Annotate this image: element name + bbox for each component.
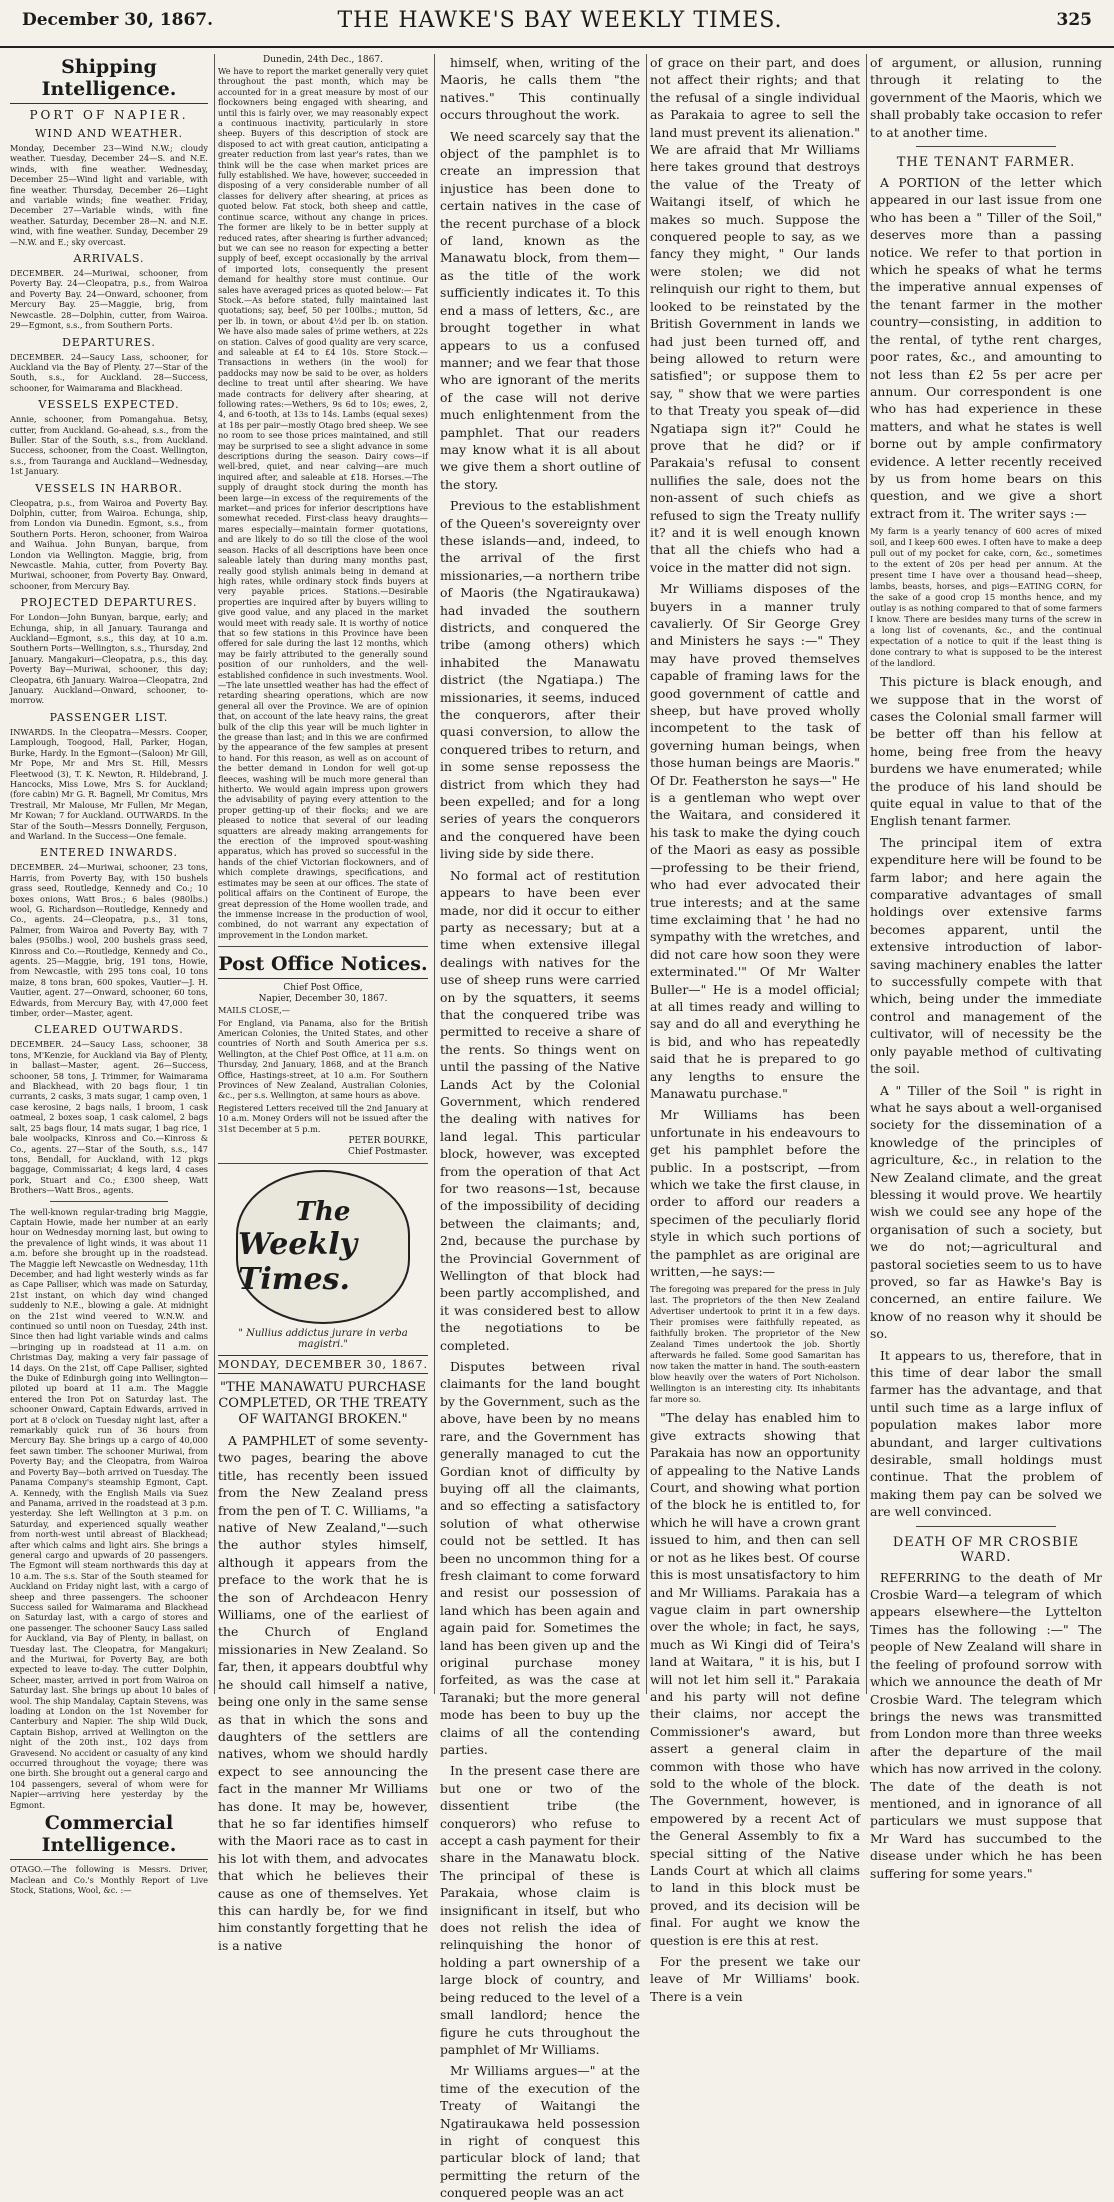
- article-p12: For the present we take our leave of Mr Williams' book. There is a vein: [650, 1954, 860, 2004]
- article-p10: Mr Williams has been unfortunate in his endeavours to get his pamphlet before the public. In a postscript, —from which we take the first clause, in order to afford our readers a specimen of the peculiarly florid style in which such portions of the pamphlet as are original are written,—he says:—: [650, 1107, 860, 1280]
- article-text-col2: A PAMPHLET of some seventy-two pages, bearing the above title, has recently been issued from the New Zealand press from the pen of T. C. Williams, "a native of New Zealand,"—such the author styles himself, although it appears from the preface to the work that he is the son of Archdeacon Henry Williams, one of the earliest of the Church of England missionaries in New Zealand. So far, then, it appears doubtful why he should call himself a native, being one only in the same sense as that in which the sons and daughters of the settlers are natives, whom we should hardly expect to see announcing the fact in the manner Mr Williams has done. It may be, however, that he so far identifies himself with the Maori race as to cast in his lot with them, and advocates that which he believes their cause as one of themselves. Yet this can hardly be, for we find him constantly forgetting that he is a native: [218, 1433, 428, 1953]
- tenant-p2: This picture is black enough, and we suppose that in the worst of cases the Colonial small farmer will be better off than his fellow at home, being free from the heavy burdens we have enumerated; while the produce of his land should be quite equal in value to that of the English tenant farmer.: [870, 674, 1102, 829]
- arrivals-heading: ARRIVALS.: [73, 252, 145, 266]
- passenger-heading: PASSENGER LIST.: [49, 710, 169, 724]
- projected-text: For London—John Bunyan, barque, early; and Echunga, ship, in all January. Tauranga and Auckland—Egmont, s.s., this day, at 10 a.m. Southern Ports—Wellington, s.s., Thursday, 2nd January. Mangakuri—Cleopatra, p.s., this day. Poverty Bay—Muriwai, schooner, this day; Cleopatra, 6th January. Wairoa—Cleopatra, 2nd January. Auckland—Onward, schooner, to-morrow.: [10, 612, 208, 706]
- departures-heading: DEPARTURES.: [62, 335, 156, 349]
- article-p6: In the present case there are but one or two of the dissentient tribe (the conquerors) who refuse to accept a cash payment for their share in the Manawatu block. The principal of these is Parakaia, whose claim is insignificant in itself, but who does not relish the idea of relinquishing the honor of holding a part ownership of a large block of country, and being reduced to the level of a small landlord; hence the figure he cuts throughout the pamphlet of Mr Williams.: [440, 1763, 640, 2057]
- column-article-1: [440, 54, 647, 2201]
- port-heading: PORT OF NAPIER.: [29, 108, 189, 122]
- mails-text: For England, via Panama, also for the British American Colonies, the United States, and other countries of North and South America per s.s. Wellington, at the Chief Post Office, at 11 a.m. on Thursday, 2nd January, 1868, and at the Branch Office, Hastings-street, at 10 a.m. For Southern Provinces of New Zealand, Australian Colonies, &c., per s.s. Wellington, at same hours as above.: [218, 1017, 428, 1101]
- article-p8: of grace on their part, and does not affect their rights; and that the refusal of a single individual as Parakaia to agree to sell the land must prevent its alienation." We are afraid that Mr Williams here takes ground that destroys the value of the Treaty of Waitangi itself, of which he makes so much. Suppose the conquered people to say, as we fancy they might, " Our lands were stolen; we did not relinquish our right to them, but looked to be reinstated by the British Government in lands we had just been turned off, and being allowed to return were satisfied"; or suppose them to say, " show that we were parties to that Treaty you speak of—did Ngatiapa sign it?" Could he prove that he did? or if Parakaia's refusal to consent nullifies the sale, does not the non-assent of such chiefs as refused to sign the Treaty nullify it? and it is well enough known that all the chiefs who had a voice in the matter did not sign.: [650, 55, 860, 575]
- article-p5: Disputes between rival claimants for the land bought by the Government, such as the above, have been by no means rare, and the Government has generally managed to cut the Gordian knot of difficulty by buying off all the claimants, and so effecting a satisfactory solution of what otherwise could not be settled. It has been no uncommon thing for a fresh claimant to come forward and resist our possession of land which has been again and again paid for. Sometimes the land has been given up and the original purchase money forfeited, as was the case at Taranaki; but the more general mode has been to buy up the claims of all the contending parties.: [440, 1359, 640, 1757]
- harbour-text: Cleopatra, p.s., from Wairoa and Poverty Bay. Dolphin, cutter, from Wairoa. Echunga, ship, from London via Dunedin. Egmont, s.s., from Southern Ports. Heron, schooner, from Wairoa and Waihua. John Bunyan, barque, from London via Wellington. Maggie, brig, from Newcastle. Mahia, cutter, from Poverty Bay. Muriwai, schooner, from Poverty Bay. Onward, schooner, from Mercury Bay.: [10, 497, 208, 591]
- article-p2: We need scarcely say that the object of the pamphlet is to create an impression that injustice has been done to certain natives in the case of the recent purchase of a block of land, known as the Manawatu block, from them—as the title of the work sufficiently indicates it. To this end a mass of letters, &c., are brought together in what appears to us a confused manner; and we fear that those who are ignorant of the merits of the case will not derive much enlightenment from the pamphlet. That our readers may know what it is all about we give them a short outline of the story.: [440, 128, 640, 492]
- cleared-text: DECEMBER. 24—Saucy Lass, schooner, 38 tons, M'Kenzie, for Auckland via Bay of Plenty, in ballast—Master, agent. 26—Success, schooner, 58 tons, J. Trimmer, for Waimarama and Blackhead, with 20 bags flour, 1 tin currants, 2 casks, 3 mats sugar, 1 camp oven, 1 case kerosine, 2 bags nails, 1 broom, 1 cask oatmeal, 2 boxes soap, 1 cask calomel, 2 bags salt, 25 bags flour, 14 mats sugar, 1 bag rice, 1 bale woolpacks, Kinross and Co.—Kinross & Co., agents. 27—Star of the South, s.s., 147 tons, Bendall, for Auckland, with 12 pkgs baggage, Commissariat; 4 kegs lard, 4 cases pork, Stuart and Co.; £300 sheep, Watt Brothers—Watt Bros., agents.: [10, 1039, 208, 1196]
- tenant-quote: My farm is a yearly tenancy of 600 acres of mixed soil, and I keep 600 ewes. I often have to make a deep pull out of my pocket for cake, corn, &c., sometimes to the extent of 20s per head per annum. At the present time I have over a thousand head—sheep, lambs, beasts, horses, and pigs—EATING CORN, for the sake of a good crop 15 months hence, and my outlay is as nothing compared to that of some farmers I know. There are besides many turns of the screw in a long list of covenants, &c., and the continual expectation of a notice to quit if the least thing is done contrary to what is supposed to be the interest of the landlord.: [870, 526, 1102, 669]
- tenant-p1: A PORTION of the letter which appeared in our last issue from one who has been a " Tiller of the Soil," deserves more than a passing notice. We refer to that portion in which he speaks of what he terms the imperative annual expenses of the tenant farmer in the mother country—consisting, in addition to the rental, of tythe rent charges, poor rates, &c., and amounting to not less than £2 5s per acre per annum. Our correspondent is one who has had experience in these matters, and what he states is well borne out by ample confirmatory evidence. A letter recently received by us from home bears on this question, and we give a short extract from it. The writer says :—: [870, 175, 1102, 521]
- arrivals-text: DECEMBER. 24—Muriwai, schooner, from Poverty Bay. 24—Cleopatra, p.s., from Wairoa and Poverty Bay. 24—Onward, schooner, from Mercury Bay. 25—Maggie, brig, from Newcastle. 28—Dolphin, cutter, from Wairoa. 29—Egmont, s.s., from Southern Ports.: [10, 268, 208, 331]
- editorial-date: MONDAY, DECEMBER 30, 1867.: [218, 1355, 428, 1374]
- article-p4: No formal act of restitution appears to have been ever made, nor did it occur to either party as necessary; but at a time when extensive illegal dealings with natives for the use of sheep runs were carried on by the squatters, it seems that the conquered tribe was permitted to receive a share of the rents. So things went on until the passing of the Native Lands Act by the Colonial Government, which rendered the dealing with natives for land legal. This particular block, however, was excepted from the operation of that Act for two reasons—1st, because of the impossibility of deciding between the claimants; and, 2nd, because the purchase by the Provincial Government of Wellington of that block had been partly accomplished, and it was considered best to allow the negotiations to be completed.: [440, 867, 640, 1353]
- registered-text: Registered Letters received till the 2nd January at 10 a.m. Money Orders will not be issued after the 31st December at 5 p.m.: [218, 1102, 428, 1134]
- expected-text: Annie, schooner, from Pomangahua. Betsy, cutter, from Auckland. Go-ahead, s.s., from the Buller. Star of the South, s.s., from Auckland. Success, schooner, from the Coast. Wellington, s.s., from Tauranga and Auckland—Wednesday, 1st January.: [10, 414, 208, 477]
- motto: " Nullius addictus jurare in verba magistri.": [238, 1328, 408, 1350]
- page-number: 325: [1056, 10, 1092, 30]
- entered-heading: ENTERED INWARDS.: [39, 846, 179, 860]
- article-title: "THE MANAWATU PURCHASE COMPLETED, OR THE TREATY OF WAITANGI BROKEN.": [218, 1380, 428, 1427]
- column-tenant-farmer: [870, 54, 1102, 1881]
- article-p1: himself, when, writing of the Maoris, he calls them "the natives." This continually occurs throughout the work.: [440, 55, 640, 123]
- weather-text: Monday, December 23—Wind N.W.; cloudy weather. Tuesday, December 24—S. and N.E. winds, with fine weather. Wednesday, December 25—Wind light and variable, with fine weather. Thursday, December 26—Light and variable winds; fine weather. Friday, December 27—Variable winds, with fine weather. Saturday, December 28—N. and N.E. wind, with fine weather. Sunday, December 29—N.W. and E.; sky overcast.: [10, 143, 208, 247]
- projected-heading: PROJECTED DEPARTURES.: [20, 596, 198, 610]
- entered-text: DECEMBER. 24—Muriwai, schooner, 23 tons, Harris, from Poverty Bay, with 150 bushels grass seed, Routledge, Kennedy and Co.; 10 boxes onions, Watt Bros.; 6 bales (980lbs.) wool, G. Richardson—Routledge, Kennedy and Co., agents. 24—Cleopatra, p.s., 31 tons, Palmer, from Wairoa and Poverty Bay, with 7 bales (950lbs.) wool, 200 bushels grass seed, Kinross and Co.—Routledge, Kennedy and Co., agents. 25—Maggie, brig, 191 tons, Howie, from Newcastle, with 295 tons coal, 10 tons maize, 8 tons bran, 600 spokes, Vautier—J. H. Vautier, agent. 27—Onward, schooner, 60 tons, Edwards, from Mercury Bay, with 47,000 feet timber, order—Master, agent.: [10, 862, 208, 1019]
- column-shipping: [10, 54, 215, 1895]
- commercial-lead: OTAGO.—The following is Messrs. Driver, Maclean and Co.'s Monthly Report of Live Stock, Stations, Wool, &c. :—: [10, 1864, 208, 1895]
- article-p3: Previous to the establishment of the Queen's sovereignty over these islands—and, indeed, to the arrival of the first missionaries,—a northern tribe of Maoris (the Ngatiraukawa) had invaded the southern districts, and conquered the tribe (among others) which inhabited the Manawatu district (the Ngatiapa.) The missionaries, it seems, induced the conquerors, after their quasi conversion, to allow the conquered tribes to return, and in some sense repossess the district from which they had been expelled; and for a long series of years the conquerors and the conquered have been living side by side there.: [440, 498, 640, 862]
- emblem-title: Weekly Times.: [238, 1227, 358, 1297]
- tenant-p3: The principal item of extra expenditure here will be found to be farm labor; and here again the comparative advantages of small holdings over extensive farms becomes apparent, until the extensive introduction of labor-saving machinery enables the latter to successfully compete with that which, being under the immediate control and management of the cultivator, will of necessity be the only payable method of cultivating the soil.: [870, 834, 1102, 1077]
- cleared-heading: CLEARED OUTWARDS.: [34, 1023, 184, 1037]
- column-market-post: [218, 54, 435, 1953]
- weather-heading: WIND AND WEATHER.: [35, 127, 183, 140]
- article-p13: of argument, or allusion, running through it relating to the government of the Maoris, which we shall probably take occasion to refer to at another time.: [870, 55, 1102, 140]
- expected-heading: VESSELS EXPECTED.: [38, 398, 180, 412]
- masthead: [0, 0, 1114, 48]
- departures-text: DECEMBER. 24—Saucy Lass, schooner, for Auckland via the Bay of Plenty. 27—Star of the South, s.s., for Auckland. 28—Success, schooner, for Waimarama and Blackhead.: [10, 351, 208, 393]
- market-dateline: Dunedin, 24th Dec., 1867.: [263, 55, 383, 65]
- death-text: REFERRING to the death of Mr Crosbie Ward—a telegram of which appears elsewhere—the Lyttelton Times has the following :—" The people of New Zealand will share in the feeling of profound sorrow with which we announce the death of Mr Crosbie Ward. The telegram which brings the news was transmitted from London more than three weeks after the departure of the mail which has now arrived in the colony. The date of the death is not mentioned, and in ignorance of all particulars we must suppose that Mr Ward has succumbed to the disease under which he has been suffering for some years.": [870, 1569, 1102, 1881]
- tenant-p5: It appears to us, therefore, that in this time of dear labor the small farmer has the advantage, and that until such time as a large influx of population makes labor more abundant, and larger cultivations desirable, small holdings must continue. That the problem of making them pay can be solved we are well convinced.: [870, 1347, 1102, 1520]
- emblem-the: The: [295, 1197, 351, 1227]
- article-p9: Mr Williams disposes of the buyers in a manner truly cavalierly. Of Sir George Grey and Ministers he says :—" They may have proved themselves capable of framing laws for the good government of cattle and sheep, but have proved wholly incompetent to the task of governing human beings, when those human beings are Maoris." Of Dr. Featherston he says—" He is a gentleman who wept over the Waitara, and considered it his task to make the dying couch of the Maori as easy as possible—professing to be their friend, who had ever advocated their true interests; and at the same time exclaiming that ' he had no sympathy with the wretches, and did not care how soon they were exterminated.'" Of Mr Walter Buller—" He is a model official; at all times ready and willing to say and do all and everything he is bid, and who has repeatedly said that he is prepared to go any lengths to ensure the Manawatu purchase.": [650, 581, 860, 1101]
- market-report: We have to report the market generally very quiet throughout the past month, which may be accounted for in a great measure by most of our flockowners being engaged with shearing, and until this is fairly over, we may reasonably expect a continuous inactivity, particularly in store sheep. Buyers of this description of stock are disposed to act with great caution, anticipating a greater reduction from last year's rates, than we think will be the case when market prices are fully established. We have, however, succeeded in disposing of a very considerable number of all classes for delivery after shearing, at prices as quoted below. Fat stock, both sheep and cattle, continue scarce, without any change in prices. The former are likely to be in better supply at reduced rates, after shearing is further advanced; but we can see no reason for expecting a better supply of beef, except occasionally by the arrival of imported lots, consequently the present demand for healthy store must continue. Our sales have averaged prices as quoted below:— Fat Stock.—As before stated, fully maintained last quotations; say, beef, 50 per 100lbs.; mutton, 5d per lb. in town, or about 4½d per lb. on station. We have also made sales of prime wethers, at 22s on station. Calves of good quality are very scarce, and saleable at £4 to £4 10s. Store Stock.—Transactions in wethers (in the wool) for paddocks may now be said to be over, as holders decline to treat until after shearing. We have made contracts for delivery after shearing, at following rates:—Wethers, 9s 6d to 10s; ewes, 2, 4, and 6-tooth, at 13s to 14s. Lambs (equal sexes) at 18s per pair—mostly Otago bred sheep. We see no room to see those prices maintained, and still may be surprised to see a slight advance in some descriptions during the season. Dairy cows—if well-bred, quiet, and near calving—are much inquired after, and saleable at £18. Horses.—The supply of draught stock during the month has been large—in excess of the requirements of the market—and prices for inferior descriptions have somewhat receded. First-class heavy draughts—mares especially—maintain former quotations, and are likely to do so till the close of the wool season. Hacks of all descriptions have been once saleable lately than during many months past, really good stylish animals being in demand at high rates, while ordinary stock finds buyers at very payable prices. Stations.—Desirable properties are inquired after by buyers willing to give good value, and any placed in the market would meet with ready sale. It is worthy of notice that so few stations in this Province have been offered for sale during the last 12 months, which may be fairly attributed to the generally sound position of our runholders, and the well-established confidence in such investments. Wool.—The late unsettled weather has had the effect of retarding shearing operations, which are now general all over the Province. We are of opinion that, on account of the late heavy rains, the great bulk of the clip this year will be much lighter in the grease than last; and in this we are confirmed by the appearance of the few samples at present to hand. For this reason, as well as on account of the better demand in London for well got-up fleeces, washing will be much more general than hitherto. We would again impress upon growers the advisability of paying every attention to the proper getting-up of their flocks; and we are pleased to notice that several of our leading squatters are already making arrangements for the erection of the improved spout-washing apparatus, which has proved so successful in the hands of the chief Victorian flockowners, and of which complete drawings, specifications, and estimates may be seen at our offices. The state of political affairs on the Continent of Europe, the great depression of the Home woollen trade, and the immense increase in the production of wool, combined, do not warrant any expectation of improvement in the London market.: [218, 66, 428, 940]
- weekly-times-emblem: [236, 1170, 410, 1324]
- article-p7: Mr Williams argues—" at the time of the execution of the Treaty of Waitangi the Ngatiraukawa held possession in right of conquest this particular block of land; that permitting the return of the conquered people was an act: [440, 2063, 640, 2201]
- newspaper-title: THE HAWKE'S BAY WEEKLY TIMES.: [337, 8, 783, 33]
- article-p11: "The delay has enabled him to give extracts showing that Parakaia has now an opportunity of appealing to the Native Lands Court, and showing what portion of the block he is entitled to, for which he will have a crown grant issued to him, and then can sell or not as he likes best. Of course this is most unsatisfactory to him and Mr Williams. Parakaia has a vague claim in part ownership over the whole; in fact, he says, much as Wi Kingi did of Teira's land at Waitara, " it is his, but I will not let him sell it." Parakaia and his party will not define their claims, nor accept the Commissioner's award, but assert a general claim in common with those who have sold to the whole of the block. The Government, however, is empowered by a recent Act of the General Assembly to fix a special sitting of the Native Lands Court at which all claims to land in this block must be proved, and its decision will be final. For aught we know the question is ere this at rest.: [650, 1410, 860, 1948]
- shipping-news: The well-known regular-trading brig Maggie, Captain Howie, made her number at an early hour on Wednesday morning last, but owing to the prevalence of light winds, it was about 11 a.m. before she brought up in the roadstead. The Maggie left Newcastle on Wednesday, 11th December, and had light westerly winds as far as Cape Palliser, which was made on Saturday, 21st instant, on which day wind changed suddenly to N.E., blowing a gale. At midnight on the 21st wind veered to W.N.W. and continued so until noon on Tuesday, 24th inst. Since then had light variable winds and calms—bringing up in roadstead at 11 a.m. on Christmas Day, making a very fair passage of 14 days. On the 21st, off Cape Palliser, sighted the Duke of Edinburgh going into Wellington—piloted up board at 11 a.m. The Maggie entered the Iron Pot on Saturday last. The schooner Onward, Captain Edwards, arrived in port at 8 o'clock on Tuesday night last, after a remarkably quick run of 36 hours from Mercury Bay. She brings up a cargo of 40,000 feet sawn timber. The schooner Muriwai, from Poverty Bay; and the Cleopatra, from Wairoa and Poverty Bay—both arrived on Tuesday. The Panama Company's steamship Egmont, Capt. A. Kennedy, with the English Mails via Suez and Panama, arrived in the roadstead at 3 p.m. yesterday. She left Wellington at 3 p.m. on Saturday, and experienced squally weather from north-west until abreast of Blackhead; after which calms and light airs. She brings a general cargo and upwards of 20 passengers. The Egmont will steam northwards this day at 10 a.m. The s.s. Star of the South steamed for Auckland on Friday night last, with a cargo of sheep and three passengers. The schooner Success sailed for Waimarama and Blackhead on Saturday last, with a cargo of stores and one passenger. The schooner Saucy Lass sailed for Auckland, via Bay of Plenty, in ballast, on Tuesday last. The Cleopatra, for Mangakuri; and the Muriwai, for Poverty Bay, are both expected to leave to-day. The cutter Dolphin, Scheer, master, arrived in port from Wairoa on Saturday last. She brings up about 10 bales of wool. The ship Mandalay, Captain Stevens, was loading at London on the 1st November for Canterbury and Napier. The ship Wild Duck, Captain Bishop, arrived at Wellington on the night of the 20th inst., 102 days from Gravesend. No accident or casualty of any kind occurred throughout the voyage; there was one birth. She brought out a general cargo and 104 passengers, several of whom were for Napier—arriving here yesterday by the Egmont.: [10, 1206, 208, 1810]
- column-article-2: [650, 54, 867, 2004]
- passenger-text: INWARDS. In the Cleopatra—Messrs. Cooper, Lamplough, Toogood, Hall, Parker, Hogan, Burke, Hardy. In the Egmont—(Saloon) Mr Gill, Mr Pope, Mr and Mrs St. Hill, Messrs Fleetwood (3), T. K. Newton, R. Hildebrand, J. Hancocks, Miss Lowe, Mrs S. for Auckland; (fore cabin) Mr G. R. Bagnell, Mr Comitus, Mrs Trestrail, Mr Malouse, Mr Fullen, Mr Megan, Mr Kowan; 7 for Auckland. OUTWARDS. In the Star of the South—Messrs Donnelly, Ferguson, and Warland. In the Success—One female.: [10, 726, 208, 841]
- post-office-heading: Post Office Notices.: [218, 953, 428, 979]
- article-quote: The foregoing was prepared for the press in July last. The proprietors of the then New Zealand Advertiser undertook to print it in a few days. Their promises were faithfully repeated, as faithfully broken. The proprietor of the New Zealand Times undertook the job. Shortly afterwards he failed. Some good Samaritan has now taken the matter in hand. The south-eastern blow heavily over the waters of Port Nicholson. Wellington is an interesting city. Its inhabitants far more so.: [650, 1284, 860, 1405]
- postmaster-name: PETER BOURKE,: [348, 1136, 428, 1146]
- tenant-farmer-title: THE TENANT FARMER.: [896, 155, 1076, 171]
- death-title: DEATH OF MR CROSBIE WARD.: [892, 1534, 1080, 1565]
- harbour-heading: VESSELS IN HARBOR.: [35, 481, 183, 495]
- shipping-heading: Shipping Intelligence.: [10, 56, 208, 104]
- post-office-date: Napier, December 30, 1867.: [258, 994, 388, 1005]
- tenant-p4: A " Tiller of the Soil " is right in what he says about a well-organised society for the dissemination of a knowledge of the principles of agriculture, &c., in relation to the New Zealand climate, and the great blessing it would prove. We heartily wish we could see any hope of the organisation of such a society, but we do not;—agricultural and pastoral societies seem to us to have proved, so far as Hawke's Bay is concerned, an entire failure. We know of no reason why it should be so.: [870, 1082, 1102, 1342]
- mails-heading: MAILS CLOSE,—: [218, 1005, 290, 1016]
- commercial-heading: Commercial Intelligence.: [10, 1812, 208, 1860]
- post-office-name: Chief Post Office,: [283, 983, 363, 994]
- issue-date: December 30, 1867.: [22, 10, 214, 30]
- postmaster-title: Chief Postmaster.: [347, 1147, 428, 1157]
